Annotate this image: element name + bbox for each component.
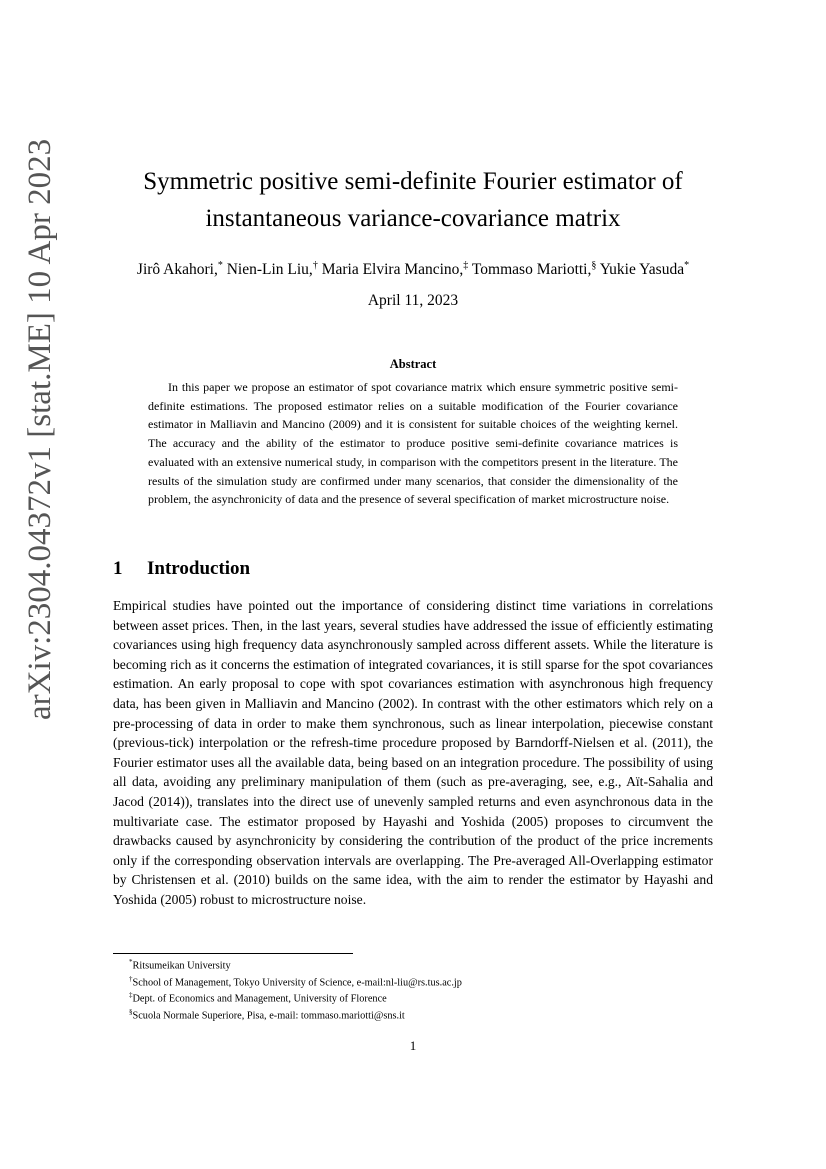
footnote-divider: [113, 953, 353, 954]
author-footnote-mark: *: [684, 260, 690, 271]
author-name: Tommaso Mariotti,: [471, 261, 592, 279]
arxiv-identifier: arXiv:2304.04372v1 [stat.ME] 10 Apr 2023: [22, 138, 58, 720]
footnote-mark: ‡: [129, 991, 133, 1000]
footnote-text: Scuola Normale Superiore, Pisa, e-mail: tommaso.mariotti@sns.it: [132, 1010, 405, 1022]
footnote: [113, 956, 713, 973]
title-line: Symmetric positive semi-definite Fourier estimator of: [143, 168, 683, 195]
abstract-text: In this paper we propose an estimator of spot covariance matrix which ensure symmetric positive semi-definite estimations. The proposed estimator relies on a suitable modification of the Fourier covariance estimator in Malliavin and Mancino (2009) and it is consistent for suitable choices of the weighting kernel. The accuracy and the ability of the estimator to produce positive semi-definite covariance matrices is evaluated with an extensive numerical study, in comparison with the competitors present in the literature. The results of the simulation study are confirmed under many scenarios, that consider the dimensionality of the problem, the asynchronicity of data and the presence of several specification of market microstructure noise.: [148, 380, 678, 507]
abstract-heading: Abstract: [389, 357, 437, 371]
author-name: Jirô Akahori,: [136, 261, 218, 279]
author-name: Maria Elvira Mancino,: [321, 261, 464, 279]
footnote-mark: *: [129, 958, 133, 966]
section-title: Introduction: [147, 558, 251, 579]
footnote-text: School of Management, Tokyo University of Science, e-mail:nl-liu@rs.tus.ac.jp: [132, 977, 462, 989]
footnote: [113, 973, 713, 990]
author-footnote-mark: †: [312, 260, 318, 271]
section-number: 1: [113, 558, 123, 579]
paper-title: [100, 163, 726, 237]
author-footnote-mark: §: [591, 260, 597, 271]
section-heading: [113, 558, 250, 580]
author-name: Nien-Lin Liu,: [226, 261, 313, 279]
footnote-mark: †: [129, 974, 133, 983]
footnotes: [113, 956, 713, 1023]
footnote-text: Ritsumeikan University: [132, 960, 231, 972]
footnote-mark: §: [129, 1007, 133, 1016]
footnote: [113, 989, 713, 1006]
title-line: instantaneous variance-covariance matrix: [205, 205, 621, 232]
author-footnote-mark: *: [217, 260, 223, 271]
footnote-text: Dept. of Economics and Management, University of Florence: [132, 993, 387, 1005]
author-name: Yukie Yasuda: [599, 261, 685, 279]
page-number: 1: [409, 1038, 417, 1053]
author-list: [90, 256, 736, 280]
author-footnote-mark: ‡: [463, 260, 469, 271]
publication-date: April 11, 2023: [367, 292, 459, 309]
introduction-paragraph: Empirical studies have pointed out the importance of considering distinct time variations in correlations between asset prices. Then, in the last years, several studies have addressed the issue of efficiently estimating covariances using high frequency data asynchronously sampled across different assets. While the literature is becoming rich as it concerns the estimation of integrated covariances, it is still sparse for the spot covariances estimation. An early proposal to cope with spot covariances estimation with asynchronous high frequency data, has been given in Malliavin and Mancino (2002). In contrast with the other estimators which rely on a pre-processing of data in order to make them synchronous, such as linear interpolation, piecewise constant (previous-tick) interpolation or the refresh-time procedure proposed by Barndorff-Nielsen et al. (2011), the Fourier estimator uses all the available data, being based on an integration procedure. The possibility of using all data, avoiding any preliminary manipulation of them (such as pre-averaging, see, e.g., Aït-Sahalia and Jacod (2014)), translates into the direct use of unevenly sampled returns and even asynchronous data in the multivariate case. The estimator proposed by Hayashi and Yoshida (2005) proposes to circumvent the drawbacks caused by asynchronicity by considering the contribution of the product of the price increments only if the corresponding observation intervals are overlapping. The Pre-averaged All-Overlapping estimator by Christensen et al. (2010) builds on the same idea, with the aim to render the estimator by Hayashi and Yoshida (2005) robust to microstructure noise.: [113, 598, 713, 907]
footnote: [113, 1006, 713, 1023]
